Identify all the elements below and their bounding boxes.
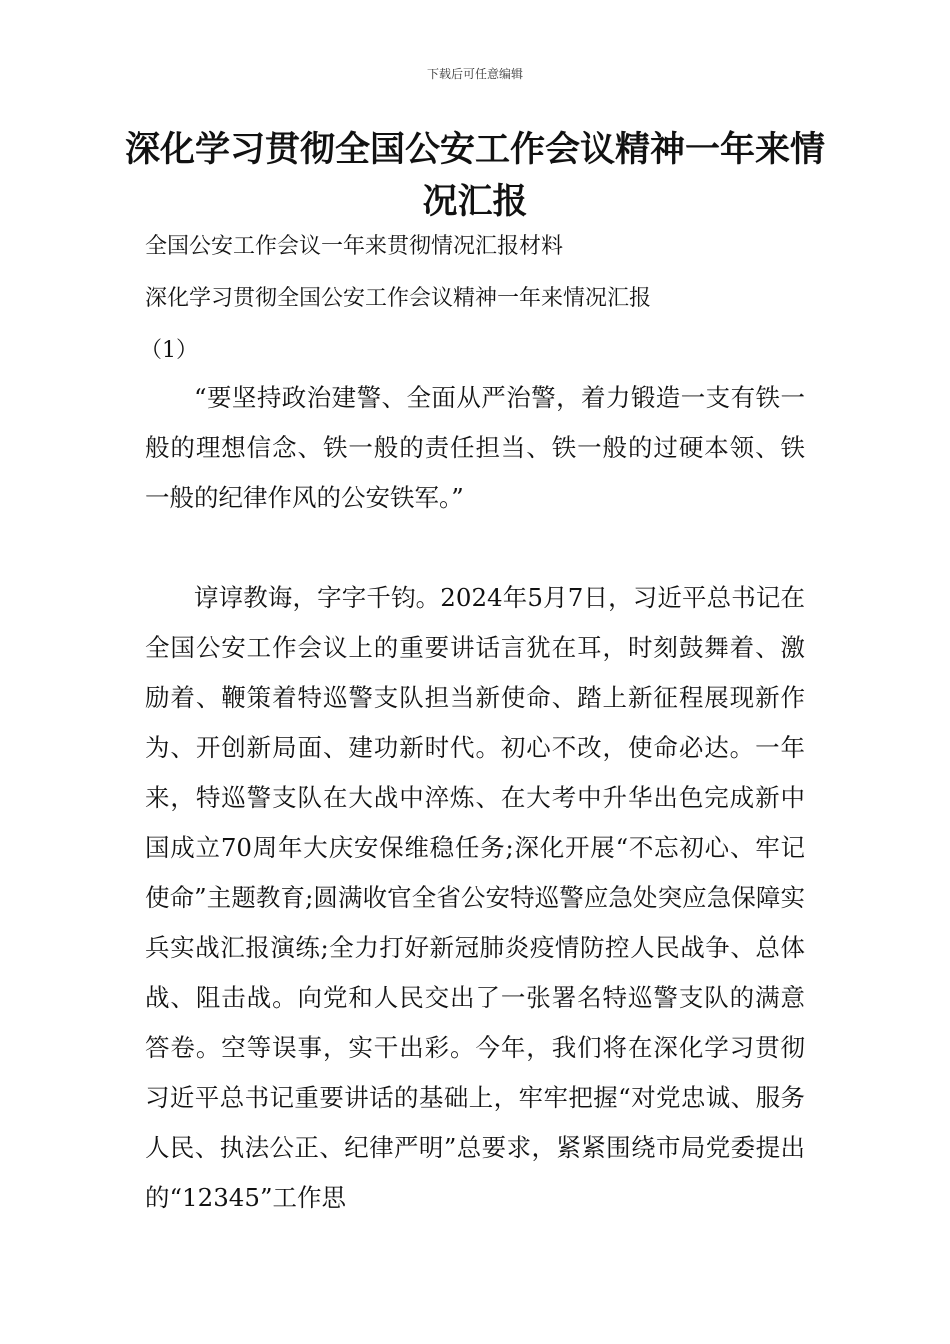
quote-paragraph: “要坚持政治建警、全面从严治警，着力锻造一支有铁一般的理想信念、铁一般的责任担当、铁一般的过硬本领、铁一般的纪律作风的公安铁军。” xyxy=(145,383,805,512)
document-title: 深化学习贯彻全国公安工作会议精神一年来情况汇报 xyxy=(124,130,825,222)
subtitle-material: 全国公安工作会议一年来贯彻情况汇报材料 xyxy=(145,234,564,259)
section-marker: （1） xyxy=(140,338,198,363)
subtitle-report: 深化学习贯彻全国公安工作会议精神一年来情况汇报 xyxy=(145,286,652,311)
body-paragraph: 谆谆教诲，字字千钧。2024年5月7日，习近平总书记在全国公安工作会议上的重要讲话言犹在耳，时刻鼓舞着、激励着、鞭策着特巡警支队担当新使命、踏上新征程展现新作为、开创新局面、建功新时代。初心不改，使命必达。一年来，特巡警支队在大战中淬炼、在大考中升华出色完成新中国成立70周年大庆安保维稳任务;深化开展“不忘初心、牢记使命”主题教育;圆满收官全省公安特巡警应急处突应急保障实兵实战汇报演练;全力打好新冠肺炎疫情防控人民战争、总体战、阻击战。向党和人民交出了一张署名特巡警支队的满意答卷。空等误事，实干出彩。今年，我们将在深化学习贯彻习近平总书记重要讲话的基础上，牢牢把握“对党忠诚、服务人民、执法公正、纪律严明”总要求，紧紧围绕市局党委提出的“12345”工作思 xyxy=(145,583,805,1212)
header-note: 下载后可任意编辑 xyxy=(426,67,523,81)
